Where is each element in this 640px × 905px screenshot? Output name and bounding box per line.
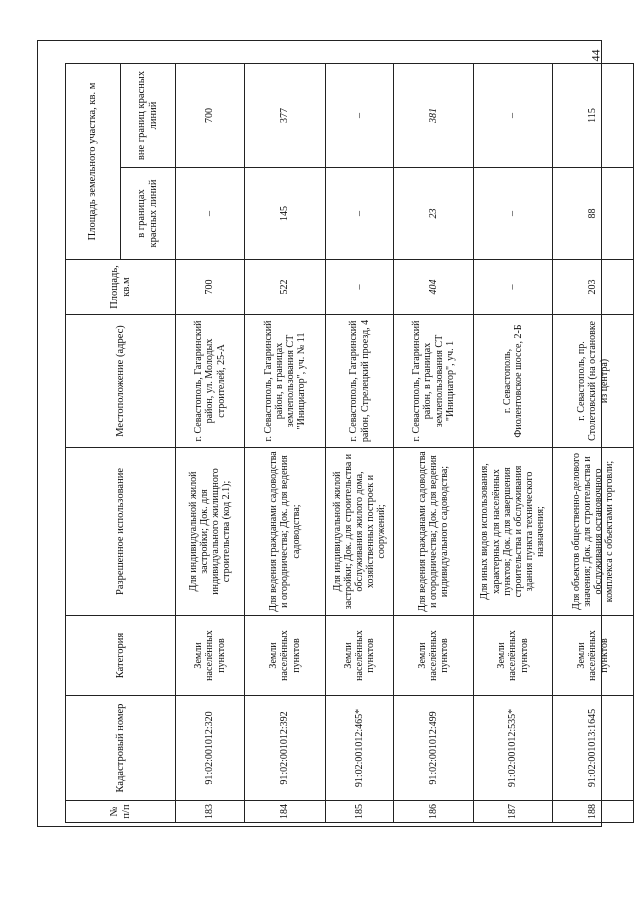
cell-area: 700 [176, 260, 245, 315]
cell-location: г. Севастополь, Гагаринский район, Стрелецкий проезд, 4 [326, 315, 394, 448]
cell-use: Для иных видов использования, характерных для населённых пунктов; Док. для завершения строительства и обслуживания здания пункта технического назначения; [474, 448, 553, 616]
cell-inside: 88 [553, 168, 634, 260]
cell-category: Земли населённых пунктов [176, 616, 245, 696]
header-num: № п/п [66, 801, 176, 823]
cell-category: Земли населённых пунктов [474, 616, 553, 696]
cell-cadastral: 91:02:001012:392 [245, 696, 326, 801]
page-frame-top [37, 40, 602, 41]
rotated-table-container [65, 64, 616, 823]
table-row [326, 63, 394, 822]
table-row [553, 63, 634, 822]
cell-outside: – [474, 63, 553, 167]
cell-location: г. Севастополь, Гагаринский район, в границах землепользования СТ "Инициатор", уч. № 11 [245, 315, 326, 448]
cell-category: Земли населённых пунктов [553, 616, 634, 696]
cell-use: Для индивидуальной жилой застройки; Док. для строительства и обслуживания жилого дома, хозяйственных построек и сооружений; [326, 448, 394, 616]
header-plot-area: Площадь земельного участка, кв. м [66, 63, 121, 259]
cell-location: г. Севастополь, пр. Столетовский (на остановке из центра) [553, 315, 634, 448]
cell-area: 203 [553, 260, 634, 315]
cell-outside: 377 [245, 63, 326, 167]
cell-category: Земли населённых пунктов [394, 616, 474, 696]
table-row [245, 63, 326, 822]
cell-category: Земли населённых пунктов [326, 616, 394, 696]
cell-use: Для индивидуальной жилой застройки; Док. для индивидуального жилищного строительства (код 2.1); [176, 448, 245, 616]
cell-area: – [474, 260, 553, 315]
cell-category: Земли населённых пунктов [245, 616, 326, 696]
header-inside-red-lines: в границах красных линий [121, 168, 176, 260]
cell-cadastral: 91:02:001012:499 [394, 696, 474, 801]
land-plots-table [65, 63, 634, 823]
header-location: Местоположение (адрес) [66, 315, 176, 448]
cell-num: 184 [245, 801, 326, 823]
cell-inside: – [474, 168, 553, 260]
table-row [474, 63, 553, 822]
cell-num: 187 [474, 801, 553, 823]
cell-num: 186 [394, 801, 474, 823]
cell-area: – [326, 260, 394, 315]
cell-inside: – [176, 168, 245, 260]
cell-use: Для ведения гражданами садоводства и огородничества; Док. для ведения индивидуального садоводства; [394, 448, 474, 616]
cell-location: г. Севастополь, Гагаринский район, ул. Молодых строителей, 25-А [176, 315, 245, 448]
cell-area: 404 [394, 260, 474, 315]
cell-num: 183 [176, 801, 245, 823]
cell-outside: 381 [394, 63, 474, 167]
cell-use: Для ведения гражданами садоводства и огородничества; Док. для ведения садоводства; [245, 448, 326, 616]
cell-use: Для объектов общественно-делового значения; Док. для строительства и обслуживания остановочного комплекса с объектами торговли; [553, 448, 634, 616]
header-cadastral: Кадастровый номер [66, 696, 176, 801]
page-number: 44 [588, 49, 603, 62]
cell-cadastral: 91:02:001012:465* [326, 696, 394, 801]
header-area: Площадь, кв.м [66, 260, 176, 315]
cell-num: 188 [553, 801, 634, 823]
cell-cadastral: 91:02:001013:1645 [553, 696, 634, 801]
header-permitted-use: Разрешенное использование [66, 448, 176, 616]
cell-location: г. Севастополь, Гагаринский район, в границах землепользования СТ "Инициатор", уч. 1 [394, 315, 474, 448]
header-category: Категория [66, 616, 176, 696]
cell-area: 522 [245, 260, 326, 315]
cell-inside: 23 [394, 168, 474, 260]
header-outside-red-lines: вне границ красных линий [121, 63, 176, 167]
page-frame-left [37, 40, 38, 827]
table-row [394, 63, 474, 822]
cell-cadastral: 91:02:001012:535* [474, 696, 553, 801]
page-frame-bottom [37, 826, 602, 827]
cell-inside: – [326, 168, 394, 260]
cell-location: г. Севастополь, Фиолентовское шоссе, 2-Б [474, 315, 553, 448]
cell-outside: – [326, 63, 394, 167]
cell-inside: 145 [245, 168, 326, 260]
cell-cadastral: 91:02:001012:320 [176, 696, 245, 801]
cell-outside: 115 [553, 63, 634, 167]
cell-num: 185 [326, 801, 394, 823]
table-row [176, 63, 245, 822]
cell-outside: 700 [176, 63, 245, 167]
